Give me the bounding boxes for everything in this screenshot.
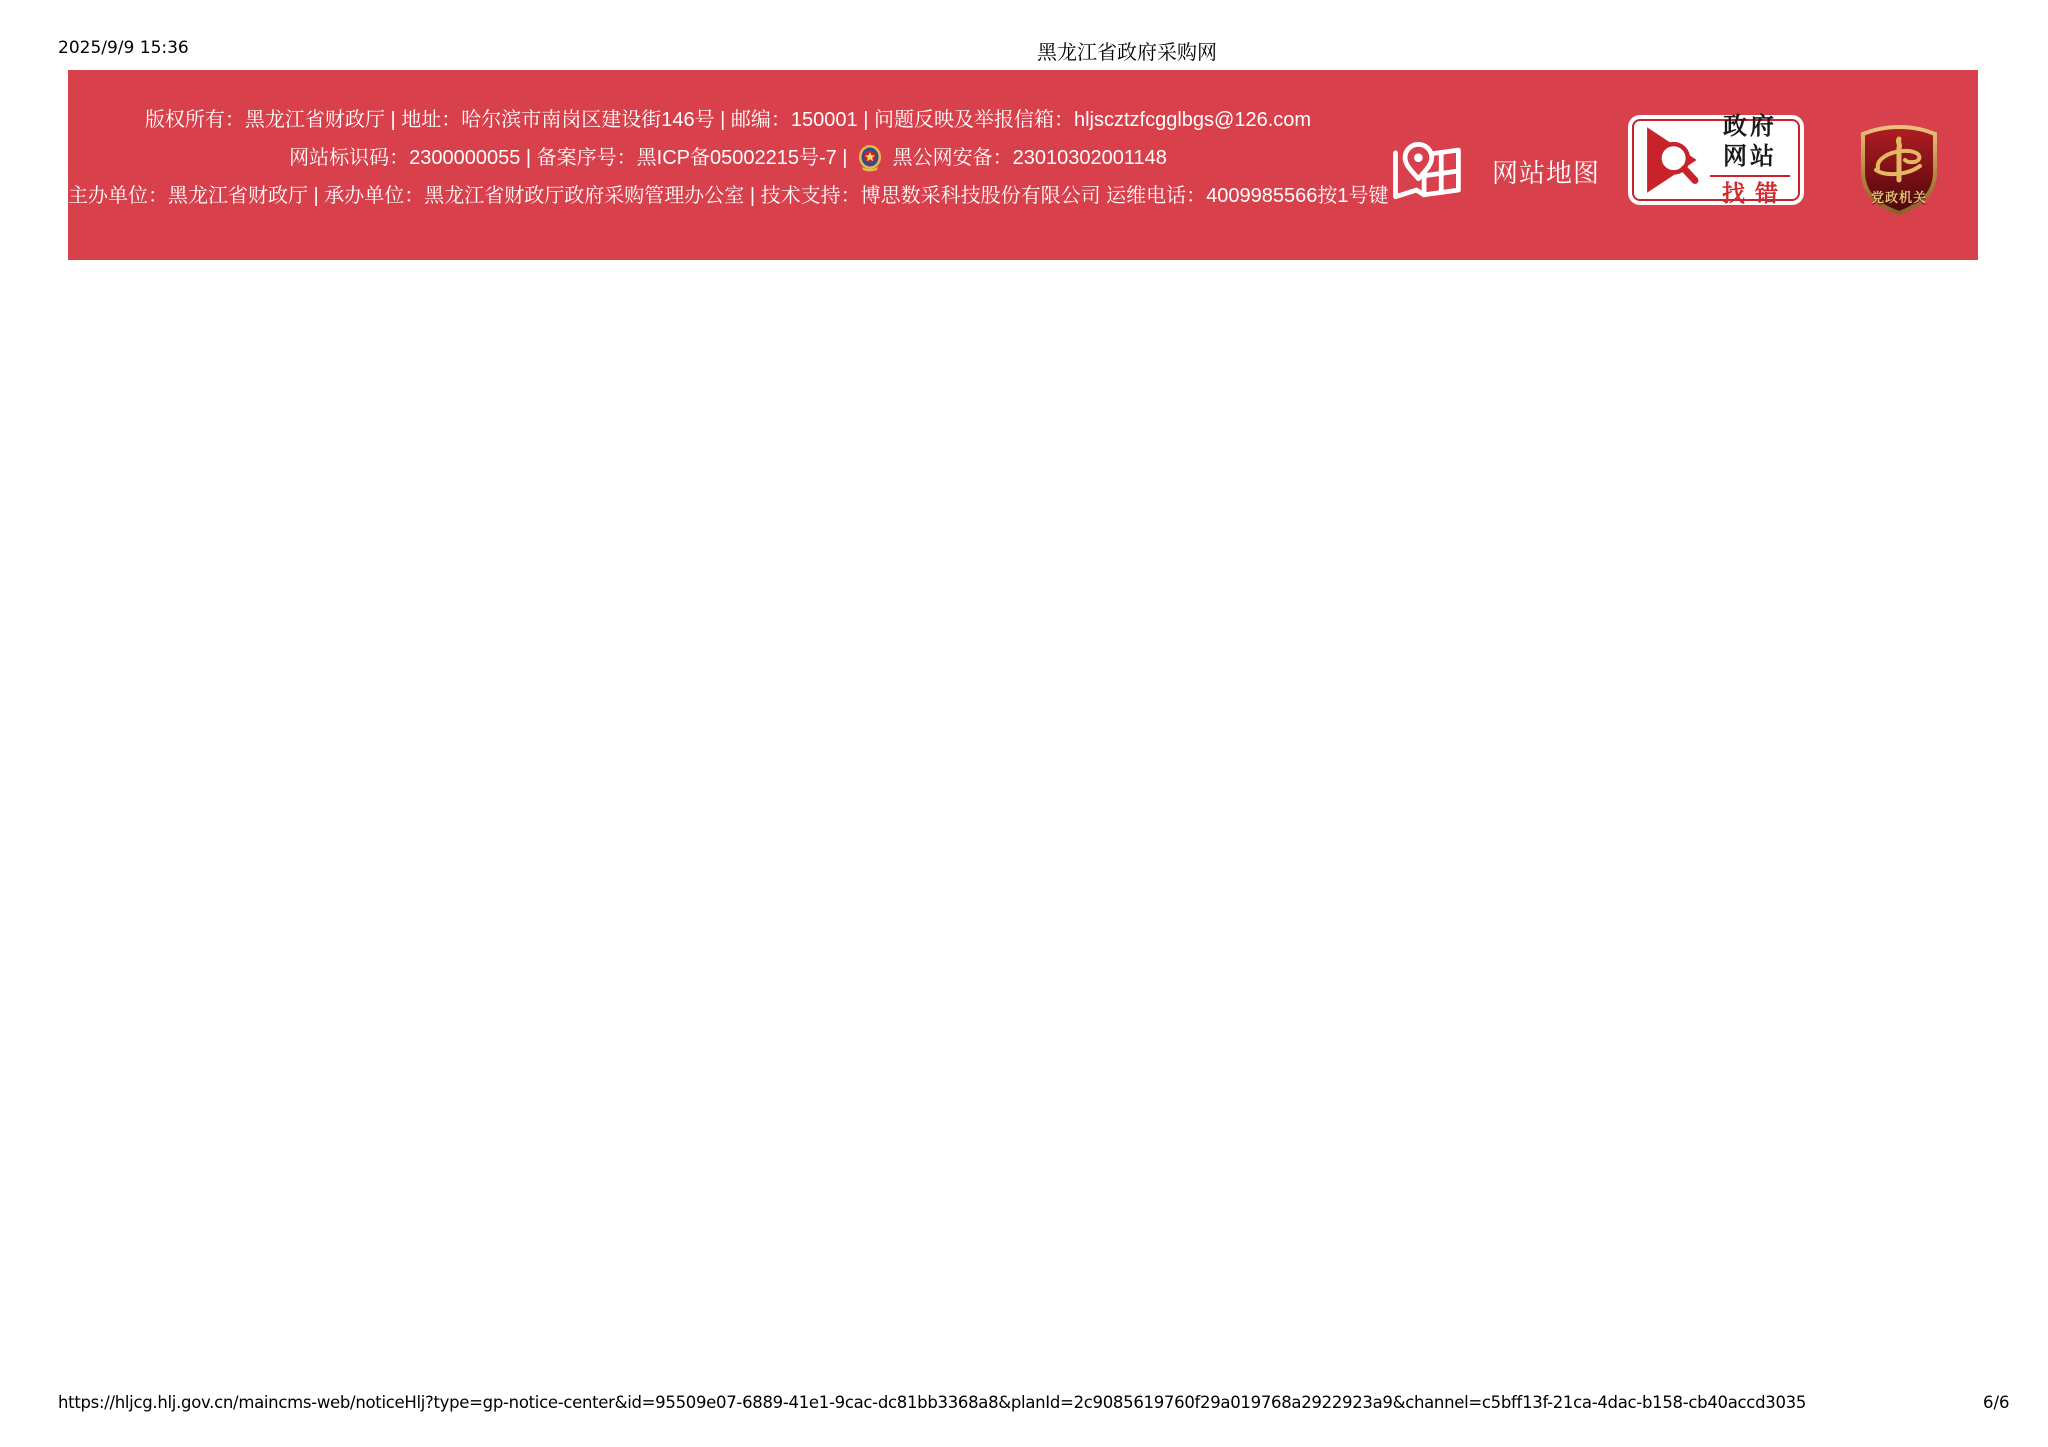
sitemap-link[interactable] (1386, 132, 1600, 210)
error-finder-icon (1640, 124, 1702, 196)
error-badge-subtitle: 找错 (1722, 179, 1788, 206)
error-badge-text (1710, 112, 1790, 209)
party-gov-shield-badge[interactable] (1858, 124, 1940, 216)
print-timestamp: 2025/9/9 15:36 (58, 38, 189, 58)
map-icon (1386, 133, 1466, 209)
shield-badge-label: 党政机关 (1870, 190, 1927, 205)
error-badge-title: 政府网站 (1710, 112, 1790, 177)
registration-line-left: 网站标识码：2300000055 | 备案序号：黑ICP备05002215号-7 | (289, 147, 848, 169)
print-footer-url: https://hljcg.hlj.gov.cn/maincms-web/noticeHlj?type=gp-notice-center&id=95509e07-6889-41e1-9cac-dc81bb3368a8&planId=2c9085619760f29a019768a2922923a9&channel=c5bff13f-21ca-4dac-b158-cb40accd3035 (58, 1393, 1807, 1412)
print-page-indicator: 6/6 (1983, 1393, 2010, 1412)
page-title: 黑龙江省政府采购网 (1037, 42, 1217, 64)
copyright-line: 版权所有：黑龙江省财政厅 | 地址：哈尔滨市南岗区建设街146号 | 邮编：150001 | 问题反映及举报信箱：hljscztzfcgglbgs@126.com (144, 109, 1312, 131)
registration-line (68, 139, 1388, 177)
police-badge-icon (858, 144, 882, 172)
organizer-line: 主办单位：黑龙江省财政厅 | 承办单位：黑龙江省财政厅政府采购管理办公室 | 技术支持：博思数采科技股份有限公司 运维电话：4009985566按1号键 (68, 185, 1389, 207)
gov-site-error-badge[interactable] (1628, 112, 1804, 206)
site-footer-banner (68, 70, 1978, 260)
registration-line-right: 黑公网安备：23010302001148 (892, 147, 1167, 169)
sitemap-label: 网站地图 (1492, 157, 1601, 188)
footer-info-block (68, 101, 1388, 215)
gov-site-error-badge-frame (1632, 112, 1800, 206)
